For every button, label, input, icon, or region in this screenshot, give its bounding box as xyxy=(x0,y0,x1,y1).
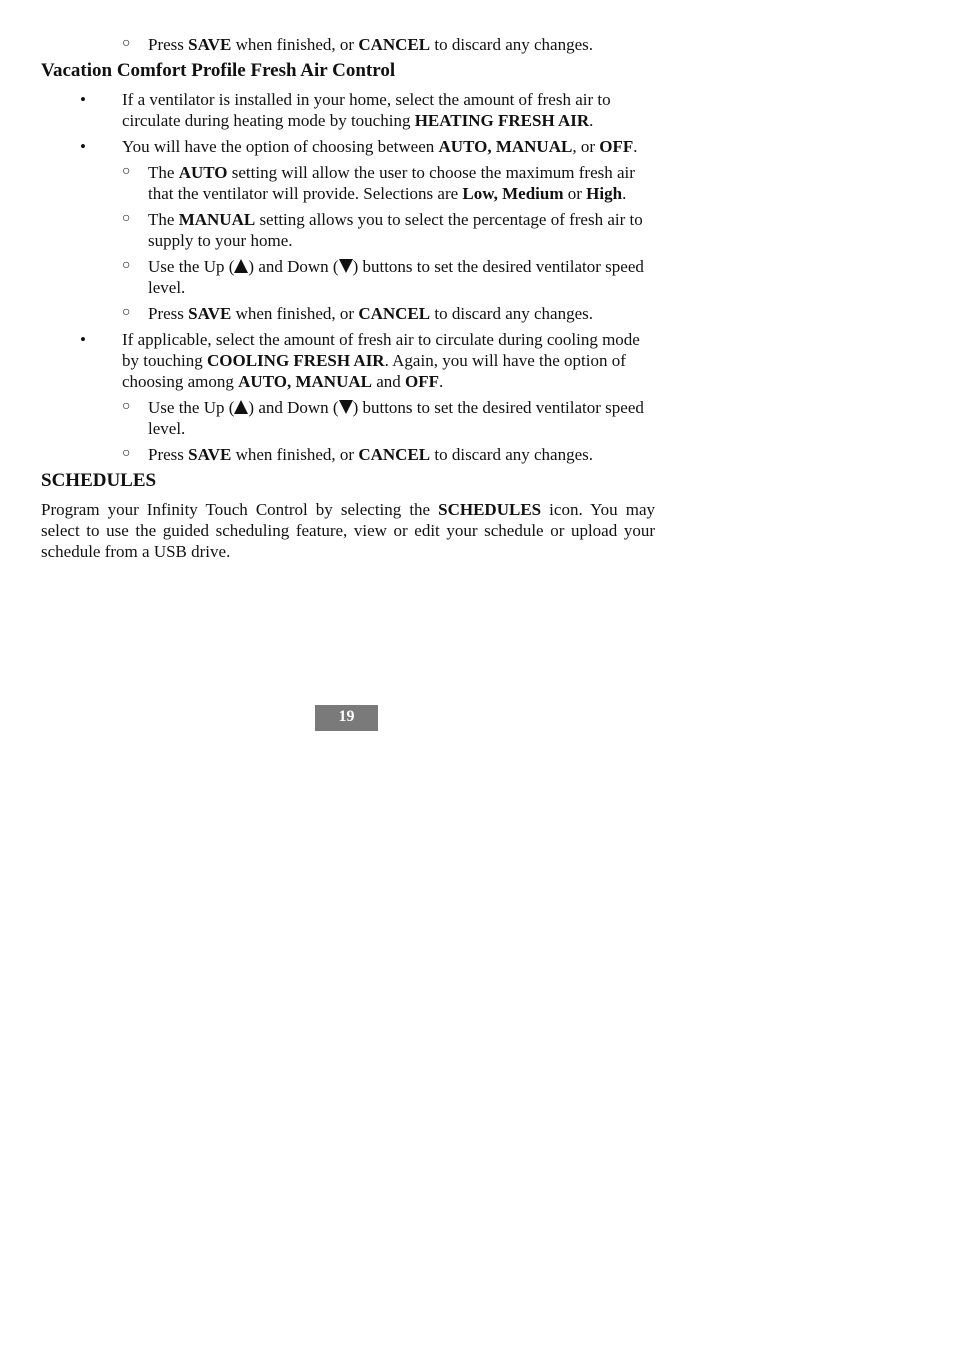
down-triangle-icon xyxy=(339,400,353,414)
circle-marker: ○ xyxy=(122,36,131,51)
down-triangle-icon xyxy=(339,259,353,273)
circle-marker: ○ xyxy=(122,399,131,414)
section-heading: Vacation Comfort Profile Fresh Air Control xyxy=(41,60,396,81)
bullet-marker: • xyxy=(80,90,86,109)
page-number: 19 xyxy=(315,705,378,731)
list-item: • If a ventilator is installed in your home, select the amount of fresh air to circulate during heating mode by touching HEATING FRESH AIR. xyxy=(80,90,611,130)
list-item: ○ Press SAVE when finished, or CANCEL to discard any changes. xyxy=(122,445,593,464)
list-item: ○ Use the Up ( ) and Down ( ) buttons to set the desired ventilator speed level. xyxy=(122,398,644,438)
list-item: • You will have the option of choosing between AUTO, MANUAL, or OFF. xyxy=(80,137,638,156)
up-triangle-icon xyxy=(234,259,248,273)
section-heading: SCHEDULES xyxy=(41,470,157,491)
circle-marker: ○ xyxy=(122,211,131,226)
body-paragraph: Program your Infinity Touch Control by selecting the SCHEDULES icon. You may select to use the guided scheduling feature, view or edit your schedule or upload your schedule from a USB drive. xyxy=(41,500,655,561)
list-item: ○ Press SAVE when finished, or CANCEL to discard any changes. xyxy=(122,304,593,323)
circle-marker: ○ xyxy=(122,305,131,320)
document-page xyxy=(41,34,655,562)
up-triangle-icon xyxy=(234,400,248,414)
list-item: ○ The AUTO setting will allow the user to choose the maximum fresh air that the ventilator will provide. Selections are Low, Medium or High. xyxy=(122,163,635,203)
circle-marker: ○ xyxy=(122,258,131,273)
list-item: ○ The MANUAL setting allows you to select the percentage of fresh air to supply to your home. xyxy=(122,210,643,250)
list-item: ○ Press SAVE when finished, or CANCEL to discard any changes. xyxy=(122,35,593,54)
bullet-marker: • xyxy=(80,330,86,349)
circle-marker: ○ xyxy=(122,164,131,179)
circle-marker: ○ xyxy=(122,446,131,461)
list-item: ○ Use the Up ( ) and Down ( ) buttons to set the desired ventilator speed level. xyxy=(122,257,644,297)
list-item: • If applicable, select the amount of fresh air to circulate during cooling mode by touching COOLING FRESH AIR. Again, you will have the option of choosing among AUTO, MANUAL and OFF. xyxy=(80,330,640,391)
bullet-marker: • xyxy=(80,137,86,156)
